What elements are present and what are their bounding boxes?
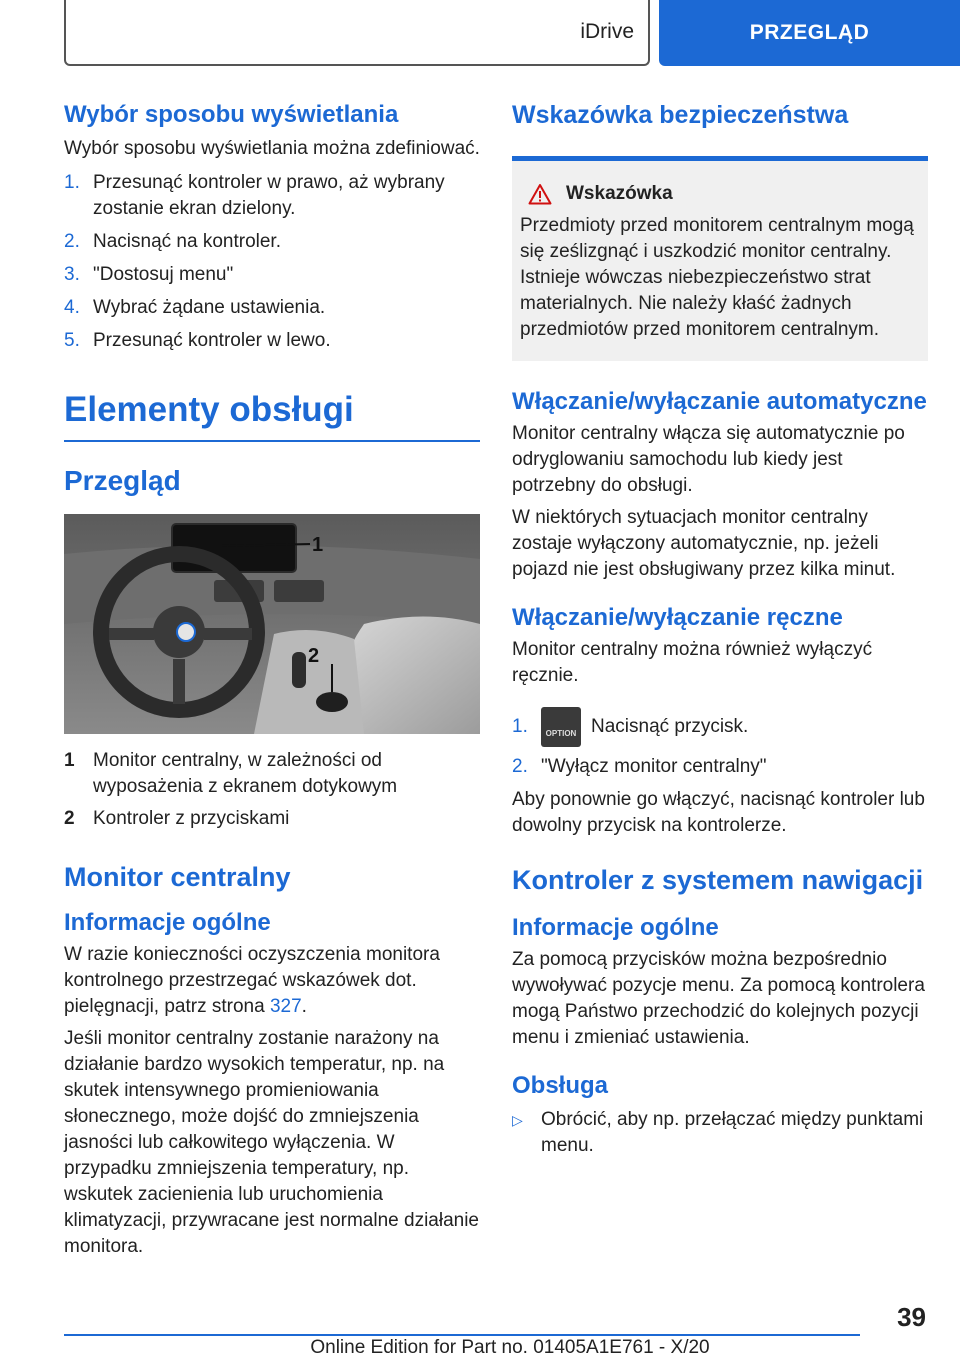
manual-steps-list <box>512 707 928 780</box>
legend-text: Monitor centralny, w zależności od wyposażenia z ekranem dotykowym <box>93 750 398 797</box>
section-tab <box>64 0 650 66</box>
nav-general-paragraph: Za pomocą przycisków można bezpośrednio wywoływać pozycje menu. Za pomocą kontrolera mogą Państwo przechodzić do kolejnych pozycji menu i zmieniać ustawienia. <box>512 949 925 1048</box>
step-number: 5. <box>64 330 80 351</box>
left-column <box>64 96 480 1266</box>
step-number: 1. <box>64 172 80 193</box>
step-number: 4. <box>64 297 80 318</box>
auto-paragraph-1: Monitor centralny włącza się automatycznie po odryglowaniu samochodu lub kiedy jest potrzebny do obsługi. <box>512 423 905 496</box>
step-text: "Wyłącz monitor centralny" <box>541 756 767 777</box>
chapter-tab <box>659 0 960 66</box>
warning-title <box>520 181 920 207</box>
list-item <box>64 295 480 321</box>
list-item <box>512 707 928 747</box>
manual-onoff-heading: Włączanie/wyłączanie ręczne <box>512 604 843 631</box>
list-item <box>64 806 480 832</box>
right-column <box>512 96 928 1159</box>
warning-box <box>512 156 928 361</box>
display-steps-list <box>64 170 480 354</box>
temperature-paragraph: Jeśli monitor centralny zostanie narażony na działanie bardzo wysokich temperatur, np. na skutek intensywnego promieniowania słonecznego, może dojść do zmniejszenia jasności lub całkowitego wyłączenia. W przypadku zmniejszenia temperatury, np. wskutek zacienienia lub uruchomienia klimatyzacji, przywracane jest normalne działanie monitora. <box>64 1028 480 1257</box>
legend-text: Kontroler z przyciskami <box>93 808 290 829</box>
step-text: Nacisnąć przycisk. <box>591 716 749 737</box>
list-item <box>512 754 928 780</box>
care-paragraph <box>64 942 480 1020</box>
option-button-icon <box>541 707 581 747</box>
step-text: Przesunąć kontroler w lewo. <box>93 330 331 351</box>
general-info-heading: Informacje ogólne <box>64 909 271 936</box>
controls-heading: Elementy obsługi <box>64 388 480 442</box>
warning-label: Wskazówka <box>566 183 673 204</box>
care-text-end: . <box>301 996 307 1017</box>
step-text: Nacisnąć na kontroler. <box>93 231 281 252</box>
list-item <box>64 229 480 255</box>
list-item <box>64 170 480 222</box>
chapter-tab-label: PRZEGLĄD <box>749 21 870 44</box>
step-number: 1. <box>512 716 528 737</box>
list-item <box>64 262 480 288</box>
auto-paragraph-2: W niektórych sytuacjach monitor centralny zostaje wyłączony automatycznie, np. jeżeli pojazd nie jest obsługiwany przez kilka minut. <box>512 507 896 580</box>
footer-divider <box>64 1334 860 1336</box>
list-item <box>512 1107 928 1159</box>
list-item <box>64 328 480 354</box>
list-item <box>64 748 480 800</box>
step-text: "Dostosuj menu" <box>93 264 234 285</box>
triangle-bullet-icon: ▷ <box>512 1112 523 1128</box>
step-number: 2. <box>512 756 528 777</box>
footer-edition: Online Edition for Part no. 01405A1E761 - X/20 <box>310 1337 710 1358</box>
operation-list <box>512 1107 928 1159</box>
photo-callout-2: 2 <box>308 645 320 667</box>
cockpit-photo <box>64 514 480 734</box>
photo-callout-1: 1 <box>312 534 324 556</box>
manual-paragraph-1: Monitor centralny można również wyłączyć ręcznie. <box>512 639 873 686</box>
auto-onoff-heading: Włączanie/wyłączanie automatyczne <box>512 388 927 415</box>
operation-text: Obrócić, aby np. przełączać między punktami menu. <box>541 1109 924 1156</box>
navigation-controller-heading: Kontroler z systemem nawigacji <box>512 865 924 895</box>
overview-heading: Przegląd <box>64 465 181 496</box>
step-text: Przesunąć kontroler w prawo, aż wybrany zostanie ekran dzielony. <box>93 172 445 219</box>
section-tab-label: iDrive <box>580 20 634 43</box>
page-number: 39 <box>897 1302 926 1332</box>
manual-paragraph-2: Aby ponownie go włączyć, nacisnąć kontroler lub dowolny przycisk na kontrolerze. <box>512 789 925 836</box>
safety-heading: Wskazówka bezpieczeństwa <box>512 101 849 129</box>
step-number: 2. <box>64 231 80 252</box>
step-number: 3. <box>64 264 80 285</box>
nav-general-heading: Informacje ogólne <box>512 914 719 941</box>
operation-heading: Obsługa <box>512 1072 609 1099</box>
legend-number: 2 <box>64 808 75 829</box>
care-text: W razie konieczności oczyszczenia monitora kontrolnego przestrzegać wskazówek dot. pielęgnacji, patrz strona <box>64 944 440 1017</box>
central-monitor-heading: Monitor centralny <box>64 862 291 892</box>
legend-number: 1 <box>64 750 75 771</box>
display-mode-intro: Wybór sposobu wyświetlania można zdefiniować. <box>64 138 480 159</box>
option-button-label: OPTION <box>545 729 577 738</box>
photo-legend <box>64 748 480 832</box>
step-text: Wybrać żądane ustawienia. <box>93 297 326 318</box>
display-mode-heading: Wybór sposobu wyświetlania <box>64 101 399 128</box>
warning-text: Przedmioty przed monitorem centralnym mogą się ześlizgnąć i uszkodzić monitor centralny. Istnieje wówczas niebezpieczeństwo strat materialnych. Nie należy kłaść żadnych przedmiotów przed monitorem centralnym. <box>520 215 914 340</box>
page-reference-link[interactable]: 327 <box>269 996 302 1017</box>
warning-triangle-icon <box>528 183 552 205</box>
